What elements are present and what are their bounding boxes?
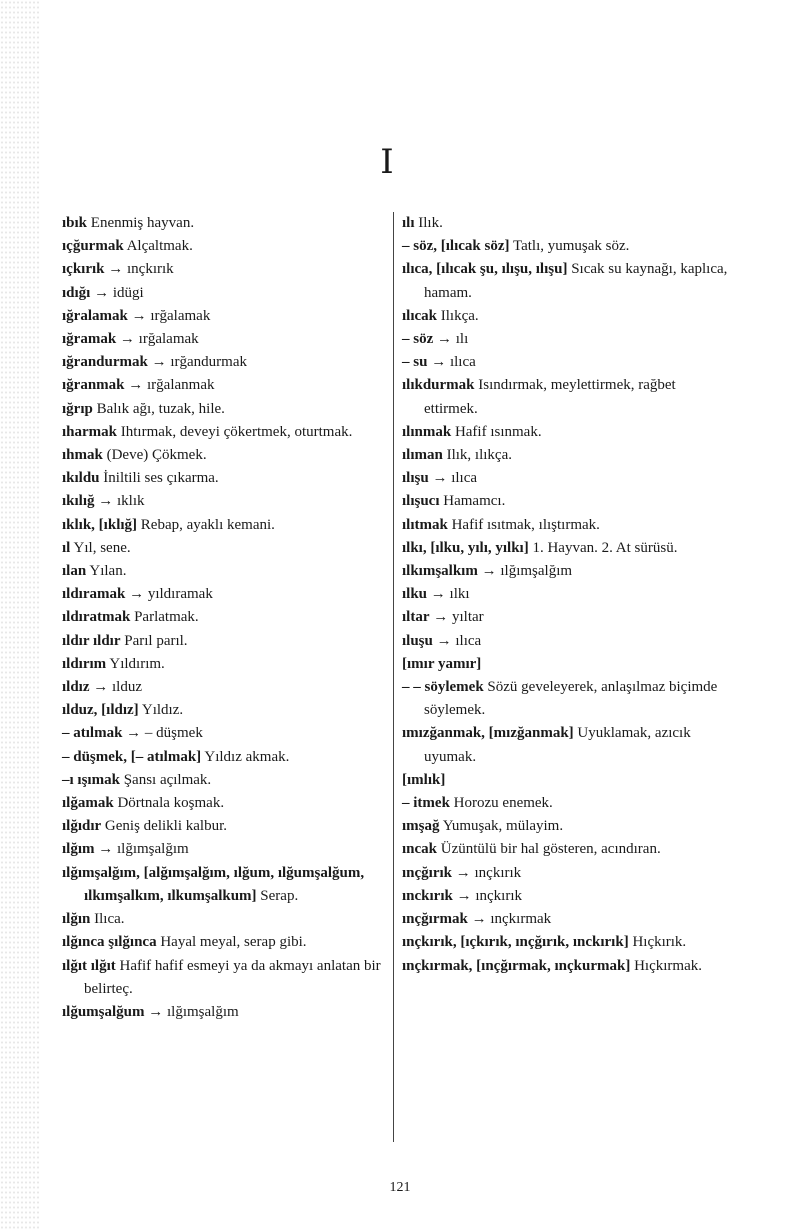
dictionary-entry: [62, 630, 384, 653]
entry-definition: → ılğımşalğım: [94, 841, 189, 858]
dictionary-entry: [402, 955, 730, 978]
dictionary-entry: [62, 490, 384, 513]
entry-definition: → ınçkırık: [104, 261, 174, 278]
entry-definition: → ılıca: [428, 470, 478, 487]
entry-definition: → ılğımşalğım: [144, 1003, 239, 1020]
dictionary-entry: [62, 560, 384, 583]
entry-definition: Balık ağı, tuzak, hile.: [92, 400, 225, 417]
page-number: 121: [389, 1180, 411, 1195]
entry-headword: ılan: [62, 563, 87, 580]
dictionary-entry: [62, 583, 384, 606]
right-column: [402, 212, 730, 978]
entry-definition: Ilıkça.: [437, 307, 479, 324]
dictionary-entry: [62, 653, 384, 676]
dictionary-entry: [62, 955, 384, 1001]
dictionary-entry: [402, 351, 730, 374]
entry-definition: 1. Hayvan. 2. At sürüsü.: [528, 539, 678, 556]
entry-definition: → ınçkırık: [452, 887, 523, 904]
entry-definition: → ırğandurmak: [147, 354, 247, 371]
dictionary-entry: [402, 258, 730, 304]
entry-definition: Hafif ısıtmak, ılıştırmak.: [447, 516, 600, 533]
entry-headword: ığramak: [62, 331, 117, 348]
entry-definition: → ılıca: [432, 632, 482, 649]
entry-headword: ıncak: [402, 841, 438, 858]
dictionary-entry: [402, 769, 730, 792]
dictionary-entry: [402, 421, 730, 444]
entry-headword: ılıtmak: [402, 516, 448, 533]
dictionary-entry: [62, 351, 384, 374]
dictionary-entry: [62, 282, 384, 305]
dictionary-entry: [402, 792, 730, 815]
dictionary-entry: [62, 722, 384, 745]
entry-definition: Dörtnala koşmak.: [113, 795, 225, 812]
dictionary-entry: [402, 885, 730, 908]
entry-headword: ılıca, [ılıcak şu, ılışu, ılışu]: [402, 261, 568, 278]
dictionary-entry: [402, 537, 730, 560]
entry-headword: ıkıldu: [62, 470, 100, 487]
entry-definition: Yıldız akmak.: [201, 748, 290, 765]
entry-headword: ılınmak: [402, 423, 452, 440]
entry-headword: ıluşu: [402, 632, 433, 649]
entry-headword: ılışucı: [402, 493, 440, 510]
entry-headword: ıldırım: [62, 655, 107, 672]
entry-definition: → yıltar: [429, 609, 484, 626]
dictionary-entry: [62, 374, 384, 397]
dictionary-entry: [62, 792, 384, 815]
entry-headword: ılduz, [ıldız]: [62, 702, 139, 719]
dictionary-entry: [62, 514, 384, 537]
entry-headword: ılğıt ılğıt: [62, 957, 116, 974]
entry-headword: ıdığı: [62, 284, 91, 301]
entry-headword: ığranmak: [62, 377, 125, 394]
dictionary-entry: [402, 815, 730, 838]
entry-definition: Serap.: [256, 887, 299, 904]
dictionary-entry: [62, 908, 384, 931]
entry-definition: Yumuşak, mülayim.: [439, 818, 564, 835]
entry-definition: Tatlı, yumuşak söz.: [509, 238, 630, 255]
entry-definition: İniltili ses çıkarma.: [99, 470, 219, 487]
entry-definition: → ınçkırık: [452, 864, 522, 881]
dictionary-entry: [402, 305, 730, 328]
entry-definition: → idügi: [90, 284, 144, 301]
entry-headword: ılğumşalğum: [62, 1003, 145, 1020]
entry-definition: Yıl, sene.: [70, 539, 131, 556]
entry-definition: → ılkı: [427, 586, 470, 603]
dictionary-entry: [62, 235, 384, 258]
entry-definition: → ınçkırmak: [467, 911, 552, 928]
entry-headword: – – söylemek: [402, 679, 484, 696]
entry-headword: ıçğurmak: [62, 238, 124, 255]
entry-definition: Hafif hafif esmeyi ya da akmayı anlatan bir belirteç.: [84, 957, 381, 997]
entry-headword: ığrandurmak: [62, 354, 148, 371]
entry-definition: Hayal meyal, serap gibi.: [156, 934, 307, 951]
entry-definition: Geniş delikli kalbur.: [101, 818, 227, 835]
entry-headword: ıldıramak: [62, 586, 126, 603]
entry-definition: Horozu enemek.: [449, 795, 553, 812]
entry-headword: ılkı, [ılku, yılı, yılkı]: [402, 539, 529, 556]
dictionary-entry: [62, 931, 384, 954]
entry-headword: ınçğırık: [402, 864, 453, 881]
entry-headword: ıharmak: [62, 423, 118, 440]
dictionary-entry: [402, 931, 730, 954]
dictionary-entry: [62, 305, 384, 328]
entry-definition: → ırğalamak: [116, 331, 199, 348]
dictionary-entry: [402, 908, 730, 931]
entry-headword: –ı ışımak: [62, 771, 120, 788]
entry-definition: → ılduz: [89, 679, 143, 696]
entry-headword: ığrıp: [62, 400, 93, 417]
entry-definition: Yıldırım.: [106, 655, 165, 672]
entry-definition: → ılı: [433, 331, 469, 348]
entry-headword: – itmek: [402, 795, 450, 812]
entry-headword: ınçğırmak: [402, 911, 468, 928]
dictionary-entry: [62, 537, 384, 560]
dictionary-entry: [62, 421, 384, 444]
dictionary-entry: [402, 676, 730, 722]
entry-headword: ıkılığ: [62, 493, 95, 510]
entry-headword: ıldır ıldır: [62, 632, 121, 649]
entry-headword: ılğın: [62, 911, 91, 928]
entry-definition: → ılıca: [427, 354, 476, 371]
entry-headword: ılıman: [402, 447, 443, 464]
entry-definition: Hıçkırık.: [628, 934, 687, 951]
dictionary-entry: [62, 815, 384, 838]
entry-headword: ınçkırık, [ıçkırık, ınçğırık, ınckırık]: [402, 934, 629, 951]
entry-headword: ılıkdurmak: [402, 377, 475, 394]
entry-definition: Uyuklamak, azıcık uyumak.: [424, 725, 691, 765]
entry-headword: ılğamak: [62, 795, 114, 812]
entry-headword: ımızğanmak, [mızğanmak]: [402, 725, 574, 742]
entry-headword: ıbık: [62, 215, 88, 231]
entry-headword: – söz, [ılıcak söz]: [402, 238, 510, 255]
entry-headword: – söz: [402, 331, 434, 348]
entry-headword: ımşağ: [402, 818, 440, 835]
entry-definition: Parıl parıl.: [120, 632, 188, 649]
entry-headword: ıldız: [62, 679, 90, 696]
dictionary-entry: [62, 467, 384, 490]
entry-definition: → ırğalanmak: [124, 377, 215, 394]
section-letter: I: [380, 142, 394, 182]
dictionary-entry: [62, 769, 384, 792]
dictionary-entry: [402, 467, 730, 490]
scan-edge-texture: [0, 0, 40, 1229]
entry-definition: (Deve) Çökmek.: [102, 447, 207, 464]
entry-definition: Ilık, ılıkça.: [442, 447, 512, 464]
dictionary-entry: [402, 212, 730, 235]
entry-definition: Hamamcı.: [439, 493, 506, 510]
entry-headword: ıhmak: [62, 447, 103, 464]
entry-headword: – düşmek, [– atılmak]: [62, 748, 202, 765]
dictionary-entry: [62, 699, 384, 722]
entry-headword: ınckırık: [402, 887, 453, 904]
entry-headword: – su: [402, 354, 428, 371]
dictionary-entry: [402, 328, 730, 351]
entry-definition: Ilıca.: [90, 911, 125, 928]
dictionary-entry: [62, 444, 384, 467]
dictionary-entry: [62, 746, 384, 769]
entry-headword: ılışu: [402, 470, 429, 487]
dictionary-entry: [402, 722, 730, 768]
dictionary-entry: [402, 374, 730, 420]
entry-headword: [ımlık]: [402, 771, 446, 788]
entry-definition: Hıçkırmak.: [630, 957, 702, 974]
entry-headword: ılı: [402, 215, 415, 231]
dictionary-entry: [62, 258, 384, 281]
dictionary-entry: [402, 444, 730, 467]
dictionary-entry: [62, 328, 384, 351]
entry-definition: → ırğalamak: [127, 307, 211, 324]
entry-definition: Enenmiş hayvan.: [87, 215, 195, 231]
entry-definition: Rebap, ayaklı kemani.: [137, 516, 275, 533]
entry-definition: Üzüntülü bir hal gösteren, acındıran.: [437, 841, 661, 858]
dictionary-entry: [402, 560, 730, 583]
entry-headword: – atılmak: [62, 725, 123, 742]
entry-headword: ılğıdır: [62, 818, 102, 835]
entry-definition: Ilık.: [414, 215, 443, 231]
entry-headword: ılğım: [62, 841, 95, 858]
entry-definition: Parlatmak.: [130, 609, 199, 626]
dictionary-entry: [62, 606, 384, 629]
dictionary-entry: [62, 838, 384, 861]
dictionary-entry: [62, 212, 384, 235]
entry-headword: [ımır yamır]: [402, 655, 482, 672]
entry-definition: → ılğımşalğım: [477, 563, 573, 580]
dictionary-entry: [402, 490, 730, 513]
entry-definition: Sıcak su kaynağı, kaplıca, hamam.: [424, 261, 728, 301]
entry-definition: Ihtırmak, deveyi çökertmek, oturtmak.: [117, 423, 353, 440]
entry-definition: Yılan.: [86, 563, 127, 580]
entry-definition: → ıklık: [94, 493, 145, 510]
dictionary-entry: [62, 1001, 384, 1024]
dictionary-entry: [402, 838, 730, 861]
column-divider: [393, 212, 394, 1142]
entry-headword: ıl: [62, 539, 71, 556]
entry-definition: → yıldıramak: [125, 586, 213, 603]
entry-headword: ıltar: [402, 609, 430, 626]
entry-definition: Isındırmak, meylettirmek, rağbet ettirmek.: [424, 377, 676, 417]
entry-headword: ılku: [402, 586, 428, 603]
dictionary-entry: [62, 862, 384, 908]
entry-headword: ığralamak: [62, 307, 128, 324]
dictionary-entry: [62, 398, 384, 421]
dictionary-entry: [402, 630, 730, 653]
dictionary-entry: [402, 862, 730, 885]
dictionary-entry: [402, 583, 730, 606]
dictionary-entry: [62, 676, 384, 699]
entry-headword: ılıcak: [402, 307, 438, 324]
entry-definition: Yıldız.: [138, 702, 184, 719]
entry-definition: Sözü geveleyerek, anlaşılmaz biçimde söylemek.: [424, 679, 718, 719]
entry-definition: → – düşmek: [122, 725, 203, 742]
entry-definition: Şansı açılmak.: [119, 771, 212, 788]
entry-headword: ınçkırmak, [ınçğırmak, ınçkurmak]: [402, 957, 631, 974]
entry-headword: ılğınca şılğınca: [62, 934, 157, 951]
left-column: [62, 212, 384, 1024]
dictionary-entry: [402, 606, 730, 629]
entry-definition: Alçaltmak.: [123, 238, 193, 255]
dictionary-entry: [402, 235, 730, 258]
entry-definition: Hafif ısınmak.: [451, 423, 542, 440]
entry-headword: ıçkırık: [62, 261, 105, 278]
entry-headword: ıklık, [ıklığ]: [62, 516, 138, 533]
entry-headword: ılkımşalkım: [402, 563, 478, 580]
dictionary-entry: [402, 653, 730, 676]
dictionary-entry: [402, 514, 730, 537]
entry-headword: ıldıratmak: [62, 609, 131, 626]
entry-headword: ılğımşalğım, [alğımşalğım, ılğum, ılğumşalğum, ılkımşalkım, ılkumşalkum]: [62, 864, 365, 904]
